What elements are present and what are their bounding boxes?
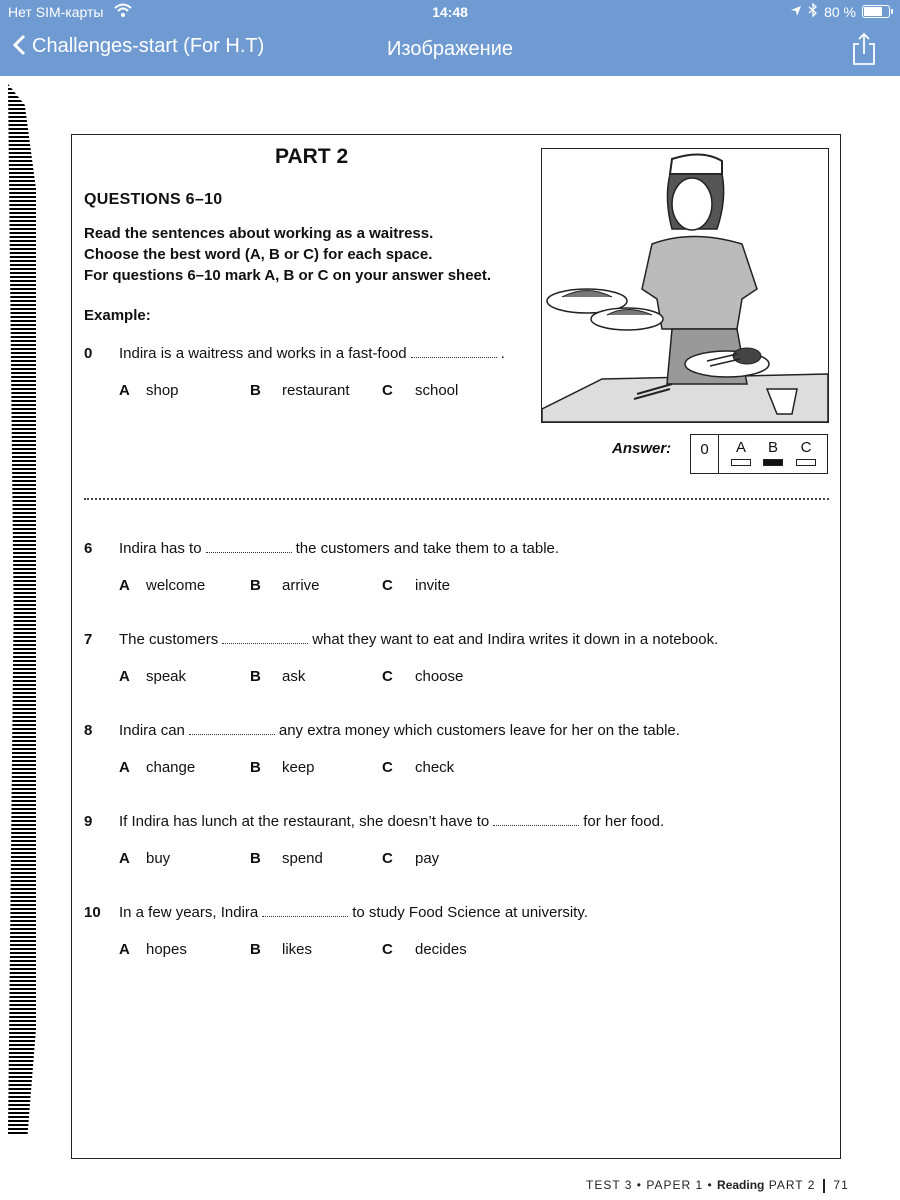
answer-mark [796, 459, 816, 466]
question-text-before: Indira can [119, 722, 185, 739]
footer-part: PART 2 [768, 1178, 816, 1192]
question-number: 9 [84, 813, 93, 830]
option-letter: C [382, 941, 393, 958]
clock: 14:48 [432, 4, 468, 20]
location-icon [790, 4, 802, 20]
option-letter: A [119, 941, 130, 958]
question-text-before: The customers [119, 631, 219, 648]
page-footer: TEST 3 • PAPER 1 • Reading PART 2 71 [586, 1178, 849, 1192]
footer-paper: PAPER 1 [646, 1178, 704, 1192]
option-word: choose [415, 668, 464, 685]
option-letter: C [382, 668, 393, 685]
questions-title: QUESTIONS 6–10 [84, 191, 223, 208]
question-text-after: for her food. [583, 813, 665, 830]
nav-title: Изображение [387, 38, 513, 60]
part-title: PART 2 [275, 145, 349, 168]
option-word: check [415, 759, 455, 776]
option-letter: A [119, 850, 130, 867]
option-letter: A [119, 759, 130, 776]
option-word: shop [146, 382, 179, 399]
answer-letter: C [800, 439, 812, 456]
question-number: 7 [84, 631, 93, 648]
option-letter: B [250, 668, 261, 685]
question-text-after: any extra money which customers leave for her on the table. [278, 722, 680, 739]
answer-mark [731, 459, 751, 466]
option-word: likes [282, 941, 313, 958]
instruction-line: Choose the best word (A, B or C) for each space. [84, 246, 433, 263]
answer-mark [763, 459, 783, 466]
question-text-before: Indira has to [119, 540, 202, 557]
question-text [119, 631, 718, 648]
question-text-after: what they want to eat and Indira writes it down in a notebook. [312, 631, 719, 648]
option-word: school [415, 382, 459, 399]
option-word: restaurant [282, 382, 350, 399]
option-letter: C [382, 577, 393, 594]
option-word: arrive [282, 577, 320, 594]
footer-test: TEST 3 [586, 1178, 633, 1192]
question-text-before: In a few years, Indira [119, 904, 259, 921]
option-word: decides [415, 941, 467, 958]
answer-label: Answer: [612, 440, 672, 457]
question-text [119, 540, 559, 557]
answer-gap [493, 816, 579, 826]
question-text-after: to study Food Science at university. [352, 904, 588, 921]
option-letter: C [382, 382, 393, 399]
answer-option-a [724, 439, 758, 466]
dotted-separator [84, 498, 829, 500]
option-letter: A [119, 668, 130, 685]
instruction-line: Read the sentences about working as a waitress. [84, 225, 434, 242]
example-label: Example: [84, 307, 151, 324]
option-word: hopes [146, 941, 187, 958]
answer-gap [411, 348, 497, 358]
option-letter: B [250, 759, 261, 776]
question-text [119, 904, 588, 921]
question-text [119, 813, 664, 830]
footer-section: Reading [717, 1178, 765, 1192]
top-bar [0, 0, 900, 76]
status-right [790, 3, 890, 20]
answer-letter: B [767, 439, 778, 456]
option-word: keep [282, 759, 315, 776]
example-text [119, 345, 505, 362]
back-button-label: Challenges-start (For H.T) [32, 35, 265, 57]
footer-page: 71 [833, 1178, 849, 1192]
answer-gap [189, 725, 275, 735]
waitress-illustration [541, 148, 829, 423]
back-button[interactable] [12, 34, 264, 59]
option-letter: B [250, 850, 261, 867]
question-number: 10 [84, 904, 101, 921]
answer-box [690, 434, 828, 474]
answer-number: 0 [691, 435, 719, 473]
nav-bar [0, 30, 900, 70]
scan-edge [8, 84, 36, 1134]
option-word: welcome [146, 577, 206, 594]
answer-option-c [789, 439, 823, 466]
option-letter: B [250, 577, 261, 594]
option-letter: C [382, 759, 393, 776]
question-text-after: the customers and take them to a table. [295, 540, 560, 557]
carrier-label: Нет SIM-карты [8, 4, 104, 20]
example-number: 0 [84, 345, 93, 362]
example-text-after: . [500, 345, 505, 362]
battery-fill [864, 7, 882, 16]
option-letter: B [250, 382, 261, 399]
option-letter: A [119, 382, 130, 399]
battery-icon [862, 5, 890, 18]
status-bar [0, 0, 900, 26]
footer-divider [823, 1179, 825, 1193]
bluetooth-icon [808, 3, 818, 20]
option-word: speak [146, 668, 187, 685]
option-letter: B [250, 941, 261, 958]
example-text-before: Indira is a waitress and works in a fast-food [119, 345, 407, 362]
option-letter: A [119, 577, 130, 594]
option-word: ask [282, 668, 306, 685]
chevron-left-icon [12, 34, 26, 59]
battery-percent: 80 % [824, 3, 856, 20]
question-text [119, 722, 680, 739]
share-icon[interactable] [850, 32, 878, 64]
answer-gap [206, 543, 292, 553]
answer-gap [222, 634, 308, 644]
option-letter: C [382, 850, 393, 867]
instruction-line: For questions 6–10 mark A, B or C on your answer sheet. [84, 267, 492, 284]
option-word: spend [282, 850, 323, 867]
option-word: buy [146, 850, 171, 867]
option-word: pay [415, 850, 440, 867]
answer-option-b [756, 439, 790, 466]
answer-letter: A [735, 439, 746, 456]
question-number: 6 [84, 540, 93, 557]
answer-gap [262, 907, 348, 917]
question-number: 8 [84, 722, 93, 739]
option-word: change [146, 759, 196, 776]
option-word: invite [415, 577, 451, 594]
question-text-before: If Indira has lunch at the restaurant, she doesn’t have to [119, 813, 490, 830]
